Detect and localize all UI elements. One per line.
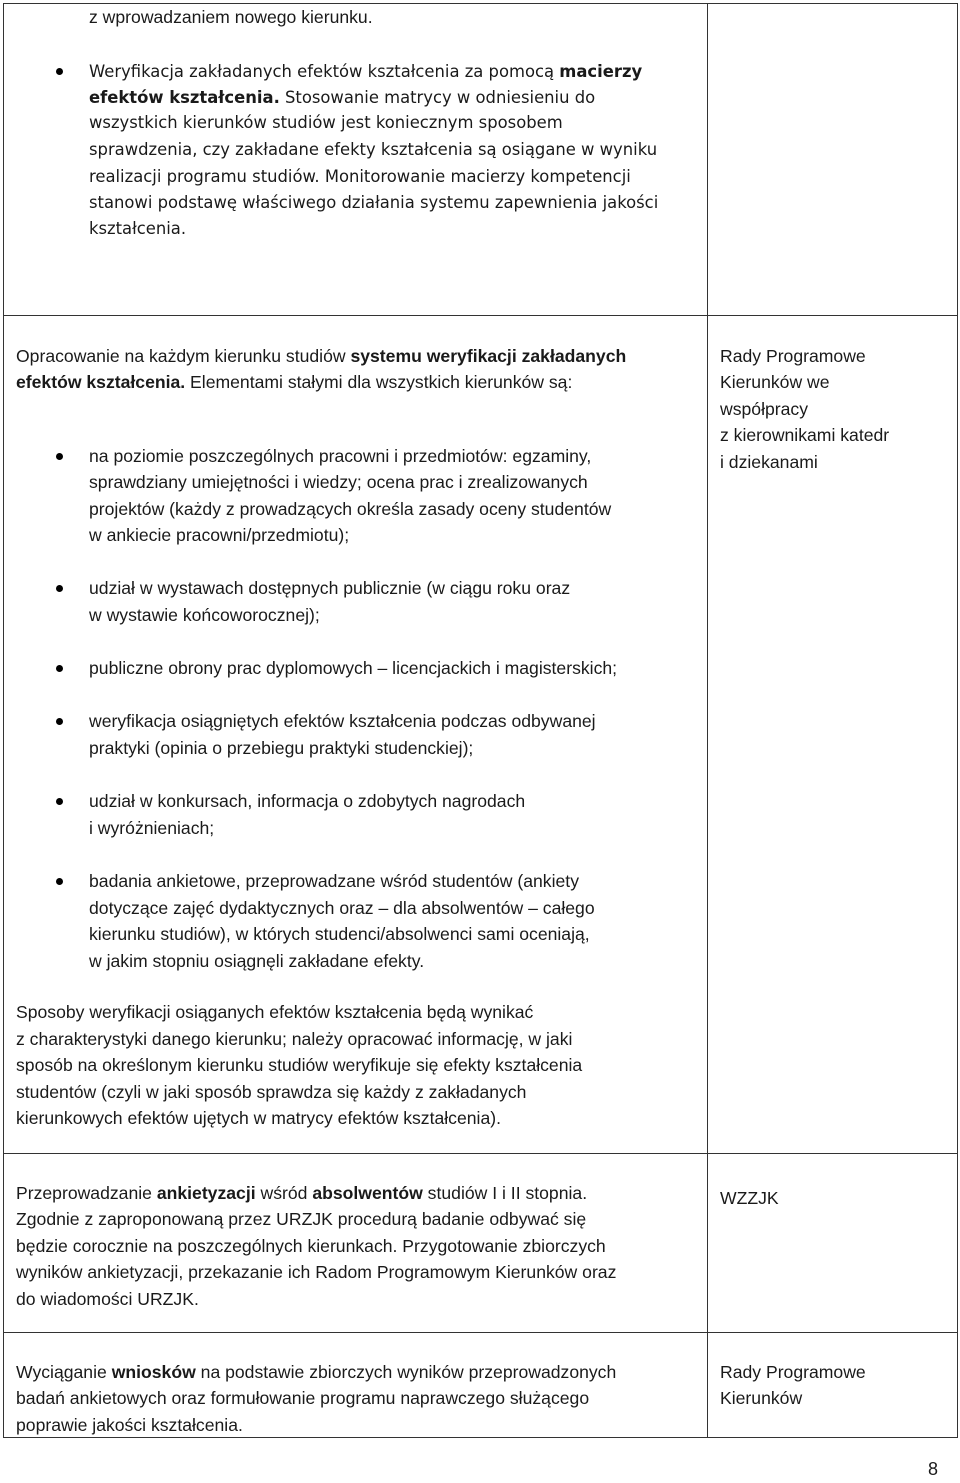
item-2-line-2: w wystawie końcoworocznej); <box>89 605 320 625</box>
item-6-line-1: badania ankietowe, przeprowadzane wśród studentów (ankiety <box>89 871 579 891</box>
survey-line-4: wyników ankietyzacji, przekazanie ich Radom Programowym Kierunków oraz <box>16 1262 617 1282</box>
closing-line-4: studentów (czyli w jaki sposób sprawdza się każdy z zakładanych <box>16 1082 527 1102</box>
matrix-line-7: kształcenia. <box>89 219 187 238</box>
bullet-icon <box>56 718 63 725</box>
bullet-icon <box>56 68 63 75</box>
item-4-line-1: weryfikacja osiągniętych efektów kształcenia podczas odbywanej <box>89 711 596 731</box>
responsible-line-4: z kierownikami katedr <box>720 425 890 445</box>
responsible-line-3: współpracy <box>720 399 809 419</box>
item-4-line-2: praktyki (opinia o przebiegu praktyki studenckiej); <box>89 738 474 758</box>
item-6-line-3: kierunku studiów), w których studenci/absolwenci sami oceniają, <box>89 924 590 944</box>
survey-responsible: WZZJK <box>720 1188 779 1208</box>
survey-line-5: do wiadomości URZJK. <box>16 1289 199 1309</box>
conclusions-line-3: poprawie jakości kształcenia. <box>16 1415 243 1435</box>
bullet-icon <box>56 665 63 672</box>
closing-line-2: z charakterystyki danego kierunku; należy opracować informację, w jaki <box>16 1029 573 1049</box>
bullet-icon <box>56 453 63 460</box>
matrix-line-5: realizacji programu studiów. Monitorowanie macierzy kompetencji <box>89 167 631 186</box>
item-1-line-2: sprawdziany umiejętności i wiedzy; ocena prac i zrealizowanych <box>89 472 588 492</box>
conclusions-line-1: Wyciąganie wniosków na podstawie zbiorczych wyników przeprowadzonych <box>16 1362 617 1382</box>
item-3-line-1: publiczne obrony prac dyplomowych – licencjackich i magisterskich; <box>89 658 618 678</box>
matrix-line-4: sprawdzenia, czy zakładane efekty kształcenia są osiągane w wyniku <box>89 140 658 159</box>
survey-line-3: będzie corocznie na poszczególnych kierunkach. Przygotowanie zbiorczych <box>16 1236 606 1256</box>
conclusions-line-2: badań ankietowych oraz formułowanie programu naprawczego służącego <box>16 1388 590 1408</box>
intro-line-2: efektów kształcenia. Elementami stałymi dla wszystkich kierunków są: <box>16 372 573 392</box>
responsible-line-5: i dziekanami <box>720 452 818 472</box>
item-6-line-2: dotyczące zajęć dydaktycznych oraz – dla absolwentów – całego <box>89 898 595 918</box>
item-1-line-4: w ankiecie pracowni/przedmiotu); <box>89 525 350 545</box>
survey-line-2: Zgodnie z zaproponowaną przez URZJK procedurą badanie odbywać się <box>16 1209 587 1229</box>
responsible-line-1: Rady Programowe <box>720 346 866 366</box>
bullet-icon <box>56 878 63 885</box>
intro-line-1: Opracowanie na każdym kierunku studiów systemu weryfikacji zakładanych <box>16 346 627 366</box>
matrix-line-2: efektów kształcenia. Stosowanie matrycy w odniesieniu do <box>89 88 596 107</box>
matrix-line-6: stanowi podstawę właściwego działania systemu zapewnienia jakości <box>89 193 659 212</box>
item-1-line-1: na poziomie poszczególnych pracowni i przedmiotów: egzaminy, <box>89 446 592 466</box>
conclusions-responsible-1: Rady Programowe <box>720 1362 866 1382</box>
closing-line-5: kierunkowych efektów ujętych w matrycy efektów kształcenia). <box>16 1108 501 1128</box>
row-divider-2 <box>3 1153 958 1154</box>
item-5-line-2: i wyróżnieniach; <box>89 818 215 838</box>
survey-line-1: Przeprowadzanie ankietyzacji wśród absolwentów studiów I i II stopnia. <box>16 1183 588 1203</box>
page-number: 8 <box>927 1459 938 1479</box>
table-right-border <box>957 3 958 1438</box>
table-left-border <box>3 3 4 1438</box>
closing-line-3: sposób na określonym kierunku studiów weryfikuje się efekty kształcenia <box>16 1055 583 1075</box>
matrix-line-3: wszystkich kierunków studiów jest koniecznym sposobem <box>89 113 563 132</box>
row-divider-1 <box>3 315 958 316</box>
closing-line-1: Sposoby weryfikacji osiąganych efektów kształcenia będą wynikać <box>16 1002 534 1022</box>
item-2-line-1: udział w wystawach dostępnych publicznie (w ciągu roku oraz <box>89 578 571 598</box>
item-5-line-1: udział w konkursach, informacja o zdobytych nagrodach <box>89 791 526 811</box>
bullet-icon <box>56 798 63 805</box>
column-divider <box>707 3 708 1438</box>
row-divider-3 <box>3 1332 958 1333</box>
bullet-icon <box>56 585 63 592</box>
conclusions-responsible-2: Kierunków <box>720 1388 803 1408</box>
continued-text: z wprowadzaniem nowego kierunku. <box>89 7 373 27</box>
item-6-line-4: w jakim stopniu osiągnęli zakładane efekty. <box>89 951 425 971</box>
item-1-line-3: projektów (każdy z prowadzących określa zasady oceny studentów <box>89 499 612 519</box>
responsible-line-2: Kierunków we <box>720 372 830 392</box>
matrix-line-1: Weryfikacja zakładanych efektów kształcenia za pomocą macierzy <box>89 62 643 81</box>
